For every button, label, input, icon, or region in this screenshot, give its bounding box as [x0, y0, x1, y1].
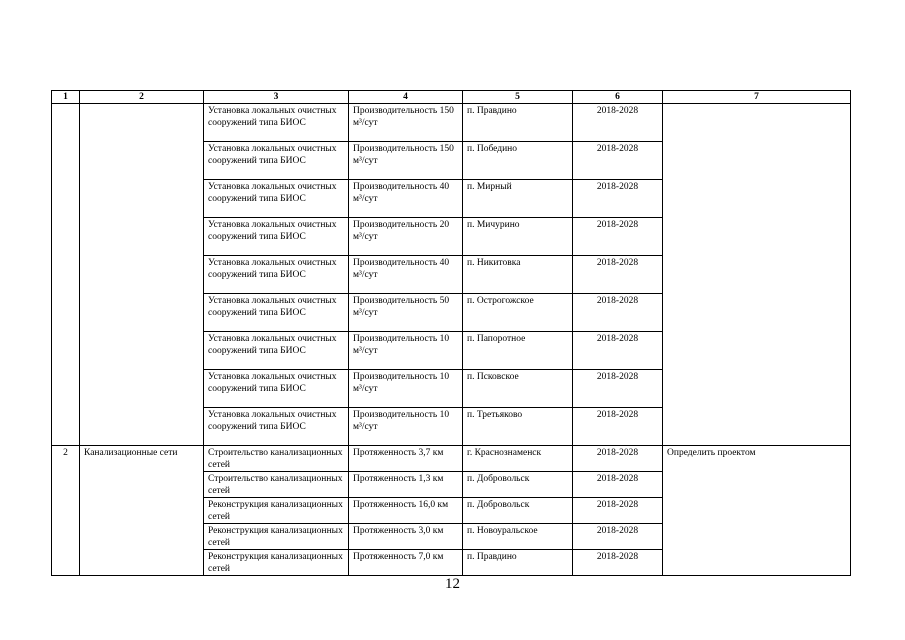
measure-cell: Реконструкция канализационных сетей	[204, 550, 349, 576]
measure-cell: Установка локальных очистных сооружений типа БИОС	[204, 218, 349, 256]
period-cell: 2018-2028	[573, 550, 663, 576]
capacity-cell: Протяженность 7,0 км	[349, 550, 463, 576]
location-cell: п. Добровольск	[463, 472, 573, 498]
capacity-cell: Протяженность 3,7 км	[349, 446, 463, 472]
capacity-cell: Производительность 10 м³/сут	[349, 370, 463, 408]
page-number: 12	[445, 576, 460, 592]
period-cell: 2018-2028	[573, 408, 663, 446]
capacity-cell: Производительность 40 м³/сут	[349, 180, 463, 218]
period-cell: 2018-2028	[573, 180, 663, 218]
measure-cell: Реконструкция канализационных сетей	[204, 498, 349, 524]
location-cell: п. Правдино	[463, 104, 573, 142]
location-cell: г. Краснознаменск	[463, 446, 573, 472]
capacity-cell: Протяженность 3,0 км	[349, 524, 463, 550]
period-cell: 2018-2028	[573, 472, 663, 498]
location-cell: п. Папоротное	[463, 332, 573, 370]
period-cell: 2018-2028	[573, 104, 663, 142]
column-number: 4	[349, 91, 463, 104]
capacity-cell: Производительность 10 м³/сут	[349, 332, 463, 370]
location-cell: п. Добровольск	[463, 498, 573, 524]
capacity-cell: Производительность 20 м³/сут	[349, 218, 463, 256]
column-number: 1	[52, 91, 80, 104]
measure-cell: Установка локальных очистных сооружений типа БИОС	[204, 408, 349, 446]
capacity-cell: Производительность 50 м³/сут	[349, 294, 463, 332]
capacity-cell: Протяженность 16,0 км	[349, 498, 463, 524]
period-cell: 2018-2028	[573, 218, 663, 256]
column-number: 5	[463, 91, 573, 104]
table-row	[52, 104, 851, 142]
section-number-cell	[52, 104, 80, 446]
period-cell: 2018-2028	[573, 446, 663, 472]
location-cell: п. Победино	[463, 142, 573, 180]
period-cell: 2018-2028	[573, 256, 663, 294]
section-name-cell	[80, 104, 204, 446]
location-cell: п. Никитовка	[463, 256, 573, 294]
measure-cell: Строительство канализационных сетей	[204, 472, 349, 498]
location-cell: п. Мирный	[463, 180, 573, 218]
capacity-cell: Производительность 150 м³/сут	[349, 142, 463, 180]
measure-cell: Установка локальных очистных сооружений типа БИОС	[204, 256, 349, 294]
measure-cell: Установка локальных очистных сооружений типа БИОС	[204, 332, 349, 370]
period-cell: 2018-2028	[573, 332, 663, 370]
column-number-row	[52, 91, 851, 104]
location-cell: п. Правдино	[463, 550, 573, 576]
location-cell: п. Новоуральское	[463, 524, 573, 550]
location-cell: п. Третьяково	[463, 408, 573, 446]
section-number-cell: 2	[52, 446, 80, 576]
table-row	[52, 446, 851, 472]
location-cell: п. Псковское	[463, 370, 573, 408]
measure-cell: Установка локальных очистных сооружений типа БИОС	[204, 104, 349, 142]
capacity-cell: Производительность 10 м³/сут	[349, 408, 463, 446]
period-cell: 2018-2028	[573, 524, 663, 550]
measure-cell: Установка локальных очистных сооружений типа БИОС	[204, 142, 349, 180]
capacity-cell: Производительность 150 м³/сут	[349, 104, 463, 142]
period-cell: 2018-2028	[573, 498, 663, 524]
capacity-cell: Протяженность 1,3 км	[349, 472, 463, 498]
measure-cell: Установка локальных очистных сооружений типа БИОС	[204, 294, 349, 332]
location-cell: п. Острогожское	[463, 294, 573, 332]
column-number: 6	[573, 91, 663, 104]
period-cell: 2018-2028	[573, 142, 663, 180]
column-number: 2	[80, 91, 204, 104]
period-cell: 2018-2028	[573, 294, 663, 332]
measure-cell: Установка локальных очистных сооружений типа БИОС	[204, 180, 349, 218]
period-cell: 2018-2028	[573, 370, 663, 408]
capacity-cell: Производительность 40 м³/сут	[349, 256, 463, 294]
section-name-cell: Канализационные сети	[80, 446, 204, 576]
note-cell	[663, 104, 851, 446]
note-cell: Определить проектом	[663, 446, 851, 576]
measure-cell: Установка локальных очистных сооружений типа БИОС	[204, 370, 349, 408]
measure-cell: Реконструкция канализационных сетей	[204, 524, 349, 550]
measure-cell: Строительство канализационных сетей	[204, 446, 349, 472]
location-cell: п. Мичурино	[463, 218, 573, 256]
column-number: 7	[663, 91, 851, 104]
measures-table	[51, 90, 851, 576]
column-number: 3	[204, 91, 349, 104]
